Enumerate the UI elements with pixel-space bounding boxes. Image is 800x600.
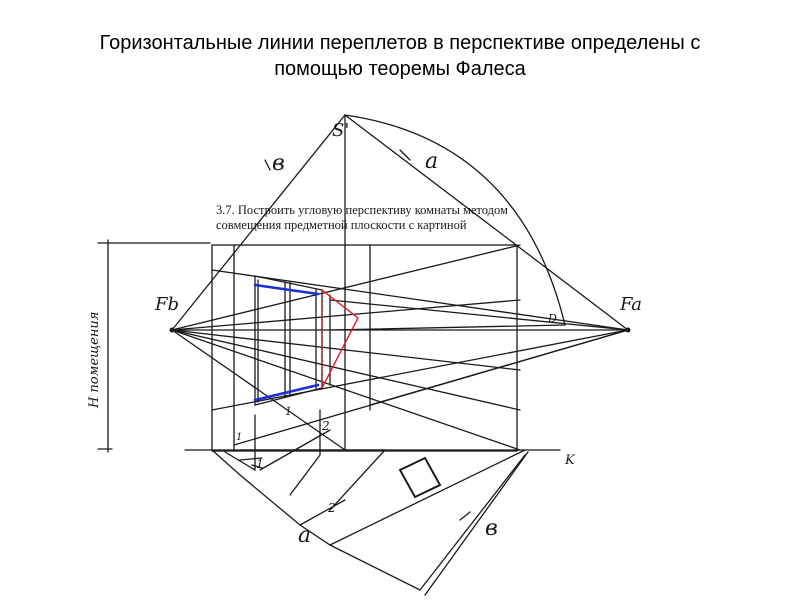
label-fa: Fa (620, 294, 642, 315)
point-fa (626, 328, 631, 333)
label-n1-small: 1 (236, 432, 243, 443)
point-fb (170, 328, 175, 333)
plan-square (400, 458, 440, 497)
label-b-bottom: в (485, 516, 498, 541)
label-n2-bottom: 2 (328, 501, 336, 515)
blue-line-bottom (255, 385, 318, 400)
task-line-2: совмещения предметной плоскости с картиной (216, 218, 467, 232)
title-line-2: помощью теоремы Фалеса (274, 58, 526, 80)
plan-floor (212, 450, 420, 590)
label-s: S' (332, 120, 350, 141)
label-k: K (565, 453, 575, 468)
label-n2: 2 (322, 419, 330, 433)
label-d: D (548, 312, 557, 325)
title-line-1: Горизонтальные линии переплетов в перспективе определены с (99, 32, 701, 54)
label-b-top: в (272, 151, 285, 176)
blue-line-top (255, 285, 318, 294)
red-construction (322, 290, 358, 388)
label-n1-bottom: 1 (256, 457, 264, 471)
label-h-room: Н помещения (87, 311, 102, 408)
label-a-bottom: а (298, 523, 312, 548)
label-fb: Fb (155, 294, 180, 315)
label-n1: 1 (285, 405, 292, 418)
task-line-1: 3.7. Построить угловую перспективу комнаты методом (216, 203, 508, 217)
label-a-top: а (425, 149, 439, 174)
